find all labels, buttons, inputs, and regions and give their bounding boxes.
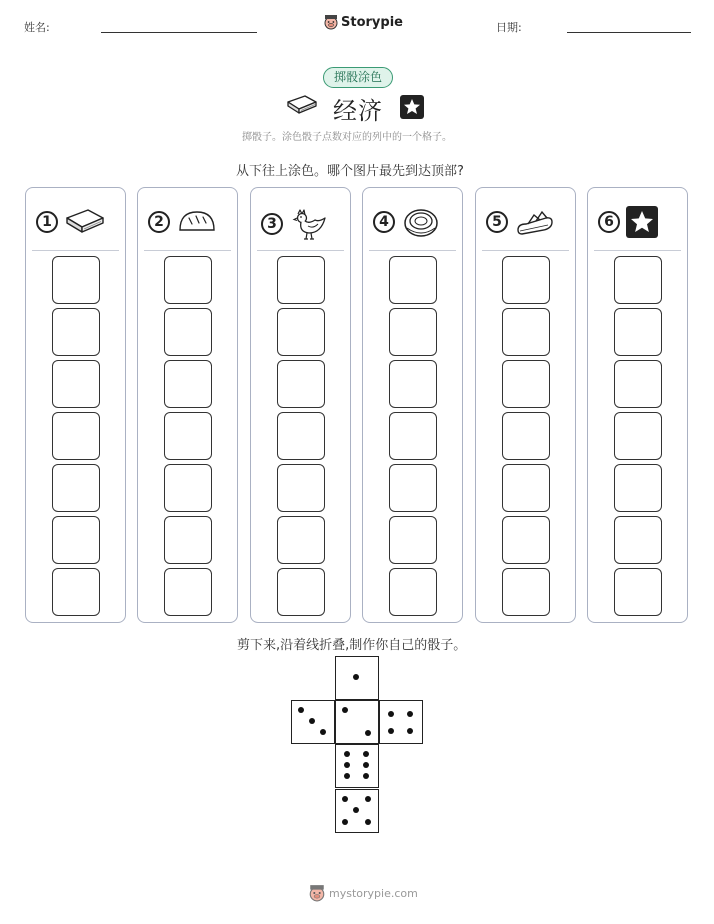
book-icon	[64, 206, 106, 238]
column-number: 2	[148, 211, 170, 233]
column-number: 3	[261, 213, 283, 235]
column-5	[475, 187, 576, 623]
color-cell[interactable]	[164, 568, 212, 616]
color-cell[interactable]	[502, 464, 550, 512]
brand-logo	[324, 14, 403, 30]
book-icon	[285, 93, 319, 119]
name-field[interactable]	[101, 32, 257, 33]
color-cell[interactable]	[164, 308, 212, 356]
color-cell[interactable]	[164, 464, 212, 512]
star-icon	[626, 206, 658, 238]
footer-url[interactable]: mystorypie.com	[329, 886, 418, 900]
column-6	[587, 187, 688, 623]
color-cell[interactable]	[614, 568, 662, 616]
color-cell[interactable]	[277, 256, 325, 304]
die-face-4	[379, 700, 423, 744]
color-cell[interactable]	[614, 412, 662, 460]
color-cell[interactable]	[52, 412, 100, 460]
column-divider	[369, 250, 456, 251]
brand-name: Storypie	[341, 14, 403, 30]
column-divider	[144, 250, 231, 251]
die-face-1	[335, 656, 379, 700]
color-cell[interactable]	[164, 256, 212, 304]
sandal-icon	[514, 206, 556, 238]
color-cell[interactable]	[389, 464, 437, 512]
pig-mascot-icon	[309, 884, 325, 902]
die-face-3	[291, 700, 335, 744]
color-cell[interactable]	[52, 464, 100, 512]
color-cell[interactable]	[52, 256, 100, 304]
color-cell[interactable]	[389, 568, 437, 616]
color-cell[interactable]	[614, 256, 662, 304]
color-cell[interactable]	[389, 360, 437, 408]
page-title: 经济	[333, 97, 383, 125]
color-cell[interactable]	[277, 516, 325, 564]
color-cell[interactable]	[614, 464, 662, 512]
column-1	[25, 187, 126, 623]
color-cell[interactable]	[164, 412, 212, 460]
pig-mascot-icon	[324, 14, 338, 30]
footer	[309, 884, 418, 902]
color-cell[interactable]	[277, 308, 325, 356]
color-cell[interactable]	[52, 360, 100, 408]
color-cell[interactable]	[614, 360, 662, 408]
column-divider	[482, 250, 569, 251]
color-cell[interactable]	[614, 516, 662, 564]
die-face-2	[335, 700, 379, 744]
color-cell[interactable]	[502, 568, 550, 616]
column-number: 4	[373, 211, 395, 233]
color-cell[interactable]	[52, 568, 100, 616]
column-3	[250, 187, 351, 623]
column-4	[362, 187, 463, 623]
activity-badge: 掷骰涂色	[323, 67, 393, 88]
name-label: 姓名:	[24, 21, 50, 34]
column-number: 1	[36, 211, 58, 233]
color-cell[interactable]	[614, 308, 662, 356]
color-cell[interactable]	[277, 568, 325, 616]
color-cell[interactable]	[502, 516, 550, 564]
die-face-6	[335, 744, 379, 788]
date-field[interactable]	[567, 32, 691, 33]
column-number: 6	[598, 211, 620, 233]
instruction: 从下往上涂色。哪个图片最先到达顶部?	[236, 164, 464, 179]
color-cell[interactable]	[277, 412, 325, 460]
color-cell[interactable]	[277, 360, 325, 408]
color-cell[interactable]	[502, 360, 550, 408]
color-cell[interactable]	[389, 308, 437, 356]
color-cell[interactable]	[502, 256, 550, 304]
color-cell[interactable]	[164, 516, 212, 564]
color-cell[interactable]	[389, 516, 437, 564]
color-cell[interactable]	[502, 412, 550, 460]
column-divider	[594, 250, 681, 251]
coin-icon	[401, 206, 441, 238]
die-face-5	[335, 789, 379, 833]
subtitle: 掷骰子。涂色骰子点数对应的列中的一个格子。	[242, 132, 452, 143]
column-number: 5	[486, 211, 508, 233]
color-cell[interactable]	[52, 516, 100, 564]
column-2	[137, 187, 238, 623]
cut-instruction: 剪下来,沿着线折叠,制作你自己的骰子。	[237, 638, 467, 653]
bread-icon	[176, 206, 218, 238]
date-label: 日期:	[496, 21, 522, 34]
column-divider	[257, 250, 344, 251]
column-divider	[32, 250, 119, 251]
color-cell[interactable]	[164, 360, 212, 408]
color-cell[interactable]	[277, 464, 325, 512]
color-cell[interactable]	[52, 308, 100, 356]
chicken-icon	[289, 206, 331, 242]
color-cell[interactable]	[389, 256, 437, 304]
color-cell[interactable]	[389, 412, 437, 460]
color-cell[interactable]	[502, 308, 550, 356]
star-icon	[400, 95, 424, 119]
